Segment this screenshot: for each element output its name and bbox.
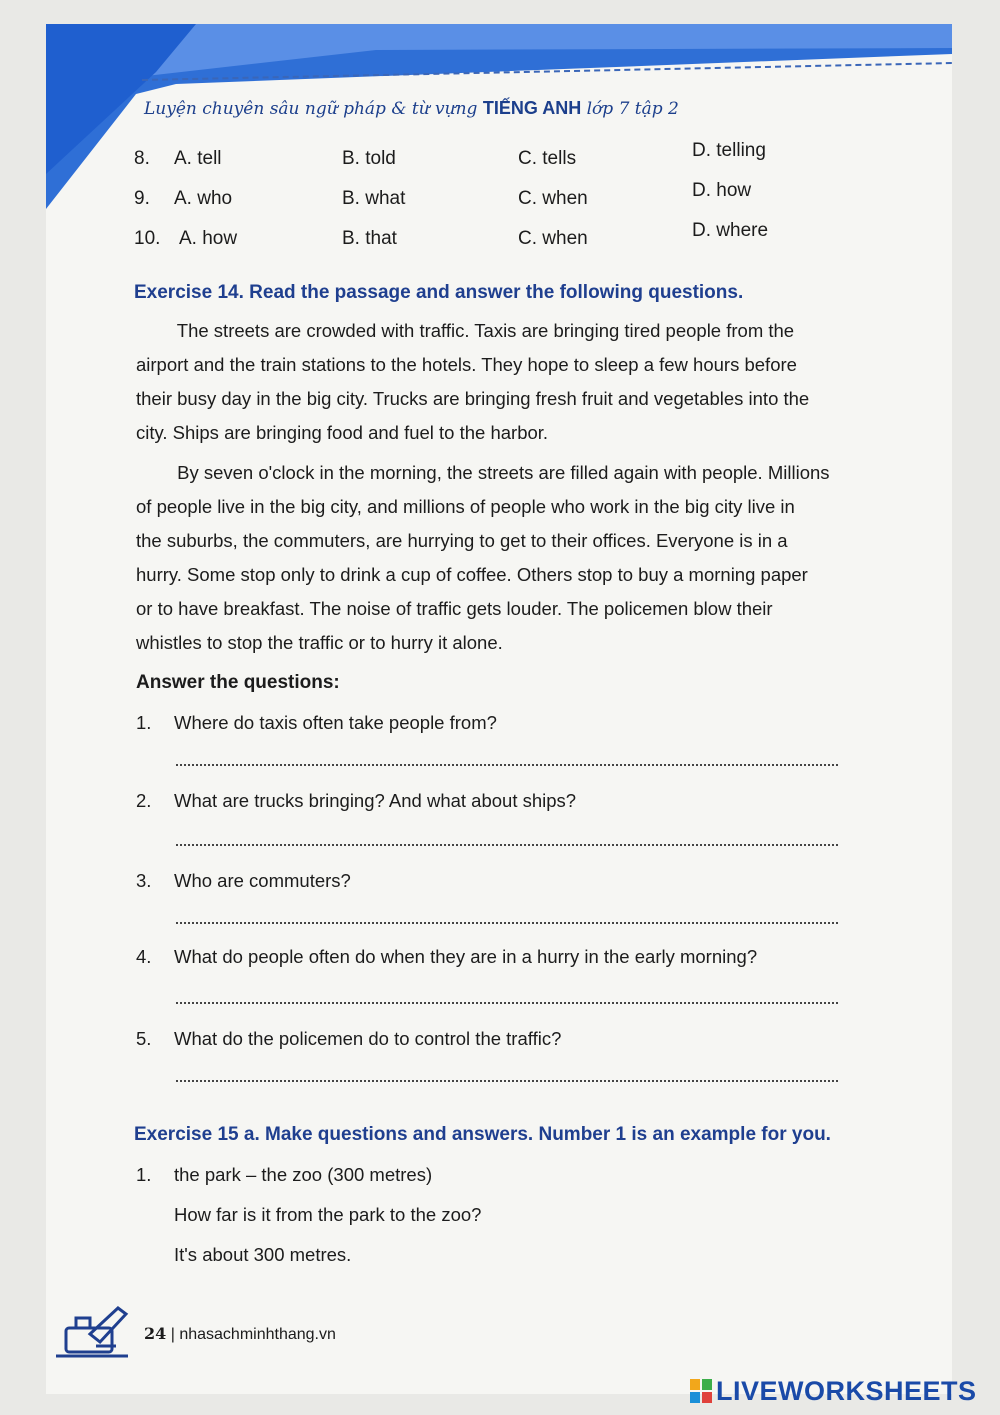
example-question: How far is it from the park to the zoo? (174, 1204, 482, 1225)
answer-questions-heading: Answer the questions: (136, 672, 340, 693)
example-answer: It's about 300 metres. (174, 1244, 352, 1265)
liveworksheets-brand[interactable] (690, 1376, 977, 1407)
option-number: 9. (134, 188, 150, 209)
running-title-suffix: lớp 7 tập 2 (586, 99, 679, 119)
passage-line: airport and the train stations to the hotels. They hope to sleep a few hours before (136, 354, 797, 375)
question-number: 2. (136, 790, 152, 811)
passage-line: The streets are crowded with traffic. Taxis are bringing tired people from the (136, 320, 795, 341)
page-number: 24 (144, 1324, 167, 1343)
passage-line: their busy day in the big city. Trucks are bringing fresh fruit and vegetables into the (136, 388, 810, 409)
writing-hand-icon (56, 1300, 136, 1360)
item-number: 1. (136, 1164, 152, 1185)
question-2 (136, 790, 576, 812)
page-footer (144, 1324, 336, 1344)
option-row-8 (134, 140, 834, 174)
option-number: 8. (134, 148, 150, 169)
option-b[interactable]: B. told (342, 148, 396, 169)
option-c[interactable]: C. when (518, 228, 588, 249)
running-title-prefix: Luyện chuyên sâu ngữ pháp & từ vựng (144, 99, 478, 119)
answer-line-5[interactable] (176, 1080, 838, 1082)
liveworksheets-logo-icon (690, 1379, 712, 1403)
passage-paragraph-1 (136, 314, 868, 450)
option-b[interactable]: B. what (342, 188, 406, 209)
passage-paragraph-2 (136, 456, 868, 660)
answer-line-4[interactable] (176, 1002, 838, 1004)
passage-line: By seven o'clock in the morning, the streets are filled again with people. Millions (136, 462, 830, 483)
option-d[interactable]: D. where (692, 220, 769, 241)
answer-line-3[interactable] (176, 922, 838, 924)
passage-line: or to have breakfast. The noise of traffic gets louder. The policemen blow their (136, 598, 773, 619)
footer-separator: | (170, 1326, 175, 1343)
answer-line-1[interactable] (176, 764, 838, 766)
option-b[interactable]: B. that (342, 228, 397, 249)
passage-line: the suburbs, the commuters, are hurrying to get to their offices. Everyone is in a (136, 530, 788, 551)
header-corner-decoration (46, 24, 952, 214)
passage-line: hurry. Some stop only to drink a cup of coffee. Others stop to buy a morning paper (136, 564, 808, 585)
option-row-9 (134, 180, 834, 214)
option-d[interactable]: D. how (692, 180, 752, 201)
brand-name: LIVEWORKSHEETS (716, 1376, 977, 1406)
question-text: What do people often do when they are in a hurry in the early morning? (174, 946, 758, 967)
question-4 (136, 946, 757, 968)
option-a[interactable]: A. tell (174, 148, 222, 169)
answer-line-2[interactable] (176, 844, 838, 846)
option-c[interactable]: C. tells (518, 148, 577, 169)
question-text: What do the policemen do to control the traffic? (174, 1028, 562, 1049)
question-number: 5. (136, 1028, 152, 1049)
option-c[interactable]: C. when (518, 188, 588, 209)
footer-site[interactable]: nhasachminhthang.vn (179, 1326, 336, 1343)
question-5 (136, 1028, 561, 1050)
passage-line: of people live in the big city, and millions of people who work in the big city live in (136, 496, 795, 517)
option-number: 10. (134, 228, 161, 249)
question-text: What are trucks bringing? And what about ships? (174, 790, 577, 811)
worksheet-page (46, 24, 952, 1394)
question-text: Who are commuters? (174, 870, 351, 891)
exercise-15-item-1 (136, 1164, 432, 1186)
option-a[interactable]: A. how (179, 228, 238, 249)
option-a[interactable]: A. who (174, 188, 233, 209)
exercise-14-title: Exercise 14. Read the passage and answer the following questions. (134, 282, 744, 303)
option-d[interactable]: D. telling (692, 140, 766, 161)
question-number: 3. (136, 870, 152, 891)
option-row-10 (134, 220, 834, 254)
question-1 (136, 712, 497, 734)
question-3 (136, 870, 351, 892)
passage-line: whistles to stop the traffic or to hurry it alone. (136, 632, 503, 653)
exercise-15-title: Exercise 15 a. Make questions and answers. Number 1 is an example for you. (134, 1124, 831, 1145)
question-number: 4. (136, 946, 152, 967)
passage-line: city. Ships are bringing food and fuel to the harbor. (136, 422, 549, 443)
running-title (144, 98, 679, 119)
question-text: Where do taxis often take people from? (174, 712, 497, 733)
running-title-bold: TIẾNG ANH (482, 98, 582, 118)
item-prompt: the park – the zoo (300 metres) (174, 1164, 433, 1185)
question-number: 1. (136, 712, 152, 733)
